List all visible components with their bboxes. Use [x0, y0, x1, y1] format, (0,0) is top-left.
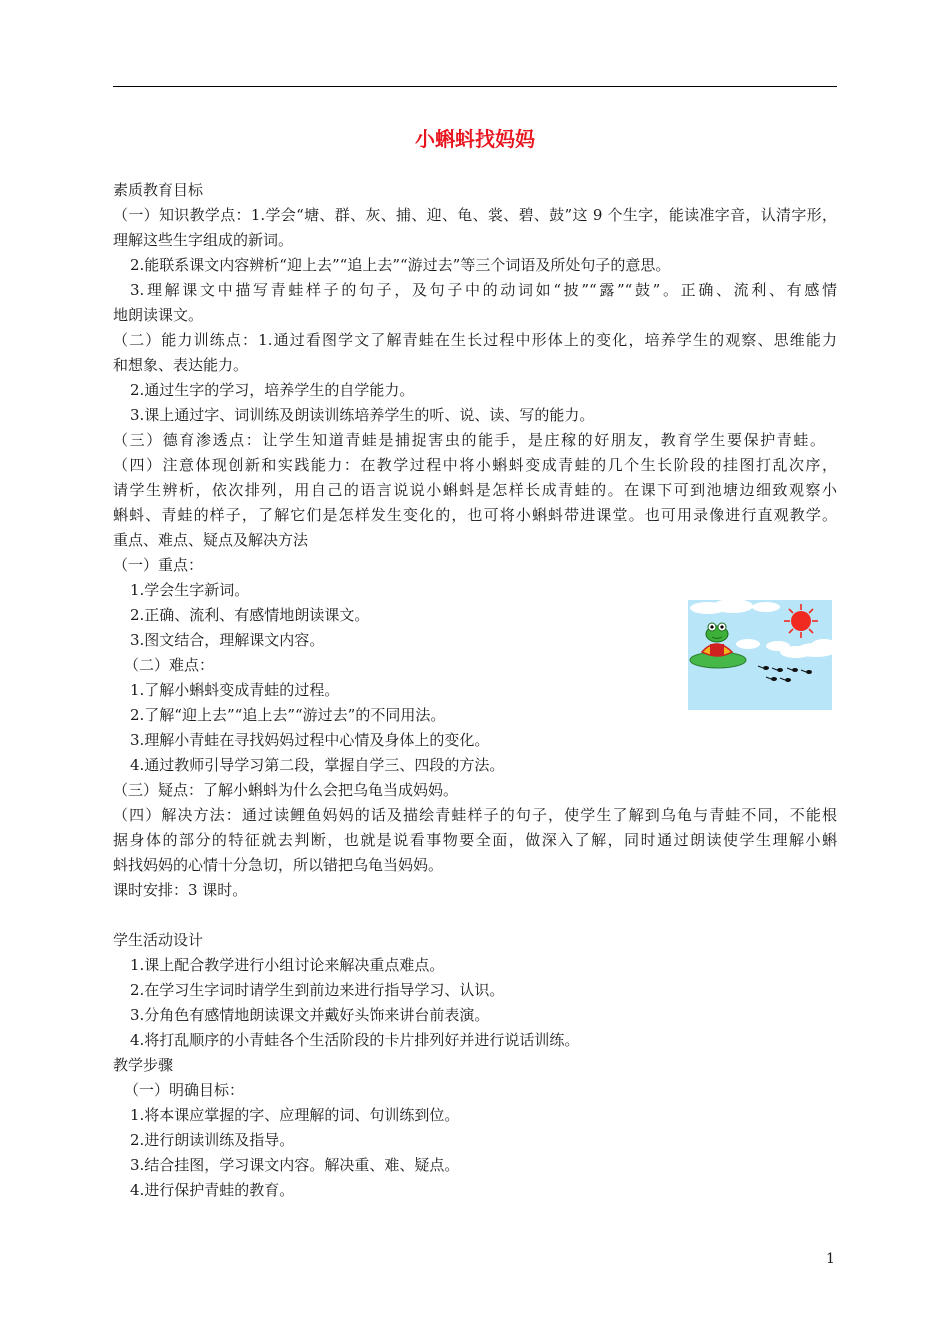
text-line: 请学生辨析，依次排列，用自己的语言说说小蝌蚪是怎样长成青蛙的。在课下可到池塘边细致观察小 [113, 481, 837, 499]
text-line: 1.将本课应掌握的字、应理解的词、句训练到位。 [130, 1106, 460, 1124]
text-line: （三）德育渗透点：让学生知道青蛙是捕捉害虫的能手，是庄稼的好朋友，教育学生要保护青蛙。 [113, 431, 825, 449]
document-title: 小蝌蚪找妈妈 [415, 127, 535, 151]
text-line: （二）难点： [124, 656, 215, 674]
text-line: 3.理解小青蛙在寻找妈妈过程中心情及身体上的变化。 [130, 731, 490, 749]
text-line: 2.正确、流利、有感情地朗读课文。 [130, 606, 370, 624]
text-line: 3.理解课文中描写青蛙样子的句子，及句子中的动词如“披”“露”“鼓”。正确、流利、有感情 [130, 281, 837, 299]
text-line: 1.了解小蝌蚪变成青蛙的过程。 [130, 681, 340, 699]
text-line: 3.分角色有感情地朗读课文并戴好头饰来讲台前表演。 [130, 1006, 490, 1024]
text-line: 3.图文结合，理解课文内容。 [130, 631, 325, 649]
text-line: 2.了解“迎上去”“追上去”“游过去”的不同用法。 [130, 706, 446, 724]
section-heading: 学生活动设计 [113, 931, 204, 949]
text-line: 1.课上配合教学进行小组讨论来解决重点难点。 [130, 956, 445, 974]
section-heading: 重点、难点、疑点及解决方法 [113, 531, 309, 549]
text-line: （一）重点： [113, 556, 204, 574]
section-heading: 教学步骤 [113, 1056, 174, 1074]
frog-on-lily-pad-illustration [688, 600, 832, 710]
header-rule [113, 86, 837, 87]
text-line: 课时安排：3 课时。 [113, 881, 248, 899]
text-line: 2.能联系课文内容辨析“迎上去”“追上去”“游过去”等三个词语及所处句子的意思。 [130, 256, 671, 274]
text-line: 2.进行朗读训练及指导。 [130, 1131, 295, 1149]
text-line: （一）知识教学点：1.学会“塘、群、灰、捕、迎、龟、裳、碧、鼓”这 9 个生字，能读准字音，认清字形， [113, 206, 837, 224]
text-line: 蚪找妈妈的心情十分急切，所以错把乌龟当妈妈。 [113, 856, 444, 874]
text-line: 3.课上通过字、词训练及朗读训练培养学生的听、说、读、写的能力。 [130, 406, 595, 424]
text-line: 和想象、表达能力。 [113, 356, 249, 374]
text-line: 4.将打乱顺序的小青蛙各个生活阶段的卡片排列好并进行说话训练。 [130, 1031, 580, 1049]
text-line: 2.通过生字的学习，培养学生的自学能力。 [130, 381, 415, 399]
text-line: （三）疑点：了解小蝌蚪为什么会把乌龟当成妈妈。 [113, 781, 459, 799]
text-line: 4.通过教师引导学习第二段，掌握自学三、四段的方法。 [130, 756, 505, 774]
text-line: 4.进行保护青蛙的教育。 [130, 1181, 295, 1199]
text-line: 理解这些生字组成的新词。 [113, 231, 294, 249]
text-line: 蝌蚪、青蛙的样子，了解它们是怎样发生变化的，也可将小蝌蚪带进课堂。也可用录像进行直观教学。 [113, 506, 837, 524]
text-line: （二）能力训练点：1.通过看图学文了解青蛙在生长过程中形体上的变化，培养学生的观察、思维能力 [113, 331, 837, 349]
text-line: 素质教育目标 [113, 181, 204, 199]
text-line: （四）解决方法：通过读鲤鱼妈妈的话及描绘青蛙样子的句子，使学生了解到乌龟与青蛙不同，不能根 [113, 806, 837, 824]
text-line: 据身体的部分的特征就去判断，也就是说看事物要全面，做深入了解，同时通过朗读使学生理解小蝌 [113, 831, 837, 849]
text-line: 2.在学习生字词时请学生到前边来进行指导学习、认识。 [130, 981, 505, 999]
text-line: 地朗读课文。 [113, 306, 204, 324]
page-number: 1 [826, 1251, 835, 1267]
text-line: （四）注意体现创新和实践能力：在教学过程中将小蝌蚪变成青蛙的几个生长阶段的挂图打乱次序， [113, 456, 837, 474]
text-line: 1.学会生字新词。 [130, 581, 250, 599]
text-line: 3.结合挂图，学习课文内容。解决重、难、疑点。 [130, 1156, 460, 1174]
text-line: （一）明确目标： [124, 1081, 245, 1099]
